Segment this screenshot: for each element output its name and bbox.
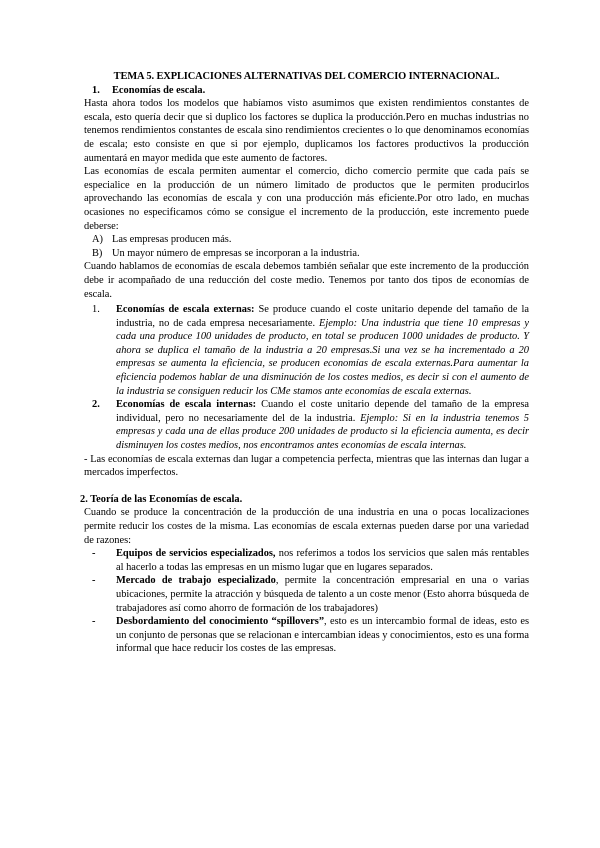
list-item-reason: - Equipos de servicios especializados, nos referimos a todos los servicios que salen más rentables al hacerlo a todas las empresas en un mismo lugar que en lugares separados. xyxy=(92,548,529,573)
section-2-paragraph-1: Cuando se produce la concentración de la producción de una industria en una o pocas localizaciones permite reducir los costes de la misma. Las economías de escala externas pueden darse por una variedad de razones: xyxy=(84,507,529,546)
section-1-paragraph-3: Cuando hablamos de economías de escala debemos también señalar que este incremento de la producción debe ir acompañado de una reducción del coste medio. Tenemos por tanto dos tipos de economías de escala. xyxy=(84,261,529,300)
list-item-reason: - Desbordamiento del conocimiento “spillovers”, esto es un intercambio formal de ideas, esto es un conjunto de personas que se relacionan e intercambian ideas y conocimientos, esto es una forma informal que hace reducir los costes de las empresas. xyxy=(92,616,529,655)
list-item-external: 1. Economías de escala externas: Se produce cuando el coste unitario depende del tamaño de la industria, no de cada empresa necesariamente. Ejemplo: Una industria que tiene 10 empresas y cada una produce 100 unidades de producto, en total se producen 1000 unidades de producto. Y ahora se duplica el tamaño de la industria a 20 empresas.Si una vez se ha incrementado a 20 empresas se aumenta la eficiencia, se producen economías de escala externas.Para aumentar la eficiencia podemos hablar de una disminución de los costes medios, es decir si con el aumento de la industria se consiguen reducir los CMe stamos ante economías de escala externas. xyxy=(92,304,529,397)
document-page xyxy=(80,70,530,656)
section-2-heading: 2. Teoría de las Economías de escala. xyxy=(80,493,243,505)
reasons-list xyxy=(84,547,529,656)
section-1-heading: 1. Economías de escala. xyxy=(92,84,206,96)
internal-heading: Economías de escala internas: xyxy=(116,399,257,411)
internal-example: Ejemplo: Si en la industria tenemos 5 empresas y cada una de ellas produce 200 unidades de producto si la eficiencia aumenta, es decir disminuyen los costes medios, nos encontramos antes economías de escala internas. xyxy=(116,412,529,452)
section-1-paragraph-4: - Las economías de escala externas dan lugar a competencia perfecta, mientras que las internas dan lugar a mercados imperfectos. xyxy=(84,453,529,479)
option-b: B) Un mayor número de empresas se incorporan a la industria. xyxy=(92,247,360,259)
spacer xyxy=(84,480,529,493)
document-title: TEMA 5. EXPLICACIONES ALTERNATIVAS DEL COMERCIO INTERNACIONAL. xyxy=(113,71,500,82)
economies-types-list xyxy=(84,303,529,453)
section-1-paragraph-2: Las economías de escala permiten aumentar el comercio, dicho comercio permite que cada país se especialice en la producción de un número limitado de productos que le permiten producirlos aprovechando las economías de escala y con una producción más eficiente.Por otro lado, en muchas ocasiones no especificamos cómo se consigue el incremento de la producción, este incremento puede deberse: xyxy=(84,166,529,232)
external-example: Ejemplo: Una industria que tiene 10 empresas y cada una produce 100 unidades de producto, en total se producen 1000 unidades de producto. Y ahora se duplica el tamaño de la industria a 20 empresas.Si una vez se ha incrementado a 20 empresas se aumenta la eficiencia, se producen economías de escala externas.Para aumentar la eficiencia podemos hablar de una disminución de los costes medios, es decir si con el aumento de la industria se consiguen reducir los CMe stamos ante economías de escala externas. xyxy=(116,317,529,397)
external-heading: Economías de escala externas: xyxy=(116,304,255,316)
option-a: A) Las empresas producen más. xyxy=(92,234,232,246)
list-item-internal: 2. Economías de escala internas: Cuando el coste unitario depende del tamaño de la empresa individual, pero no necesariamente del de la industria. Ejemplo: Si en la industria tenemos 5 empresas y cada una de ellas produce 200 unidades de producto si la eficiencia aumenta, es decir disminuyen los costes medios, nos encontramos antes economías de escala internas. xyxy=(92,399,529,452)
list-item-reason: - Mercado de trabajo especializado, permite la concentración empresarial en una o varias ubicaciones, permite la atracción y búsqueda de talento a un coste menor (Esto ahorra búsqueda de trabajadores así como ahorro de formación de los trabajadores) xyxy=(92,575,530,614)
section-1-paragraph-1: Hasta ahora todos los modelos que habíamos visto asumimos que existen rendimientos constantes de escala, esto quería decir que si duplico los factores se duplica la producción.Pero en muchas industrias no tenemos rendimientos constantes de escala sino rendimientos crecientes o lo que denominamos economías de escala; esto consiste en que si por ejemplo, duplicamos los factores productivos la producción aumentará en mayor medida que este aumento de factores. xyxy=(84,98,529,164)
